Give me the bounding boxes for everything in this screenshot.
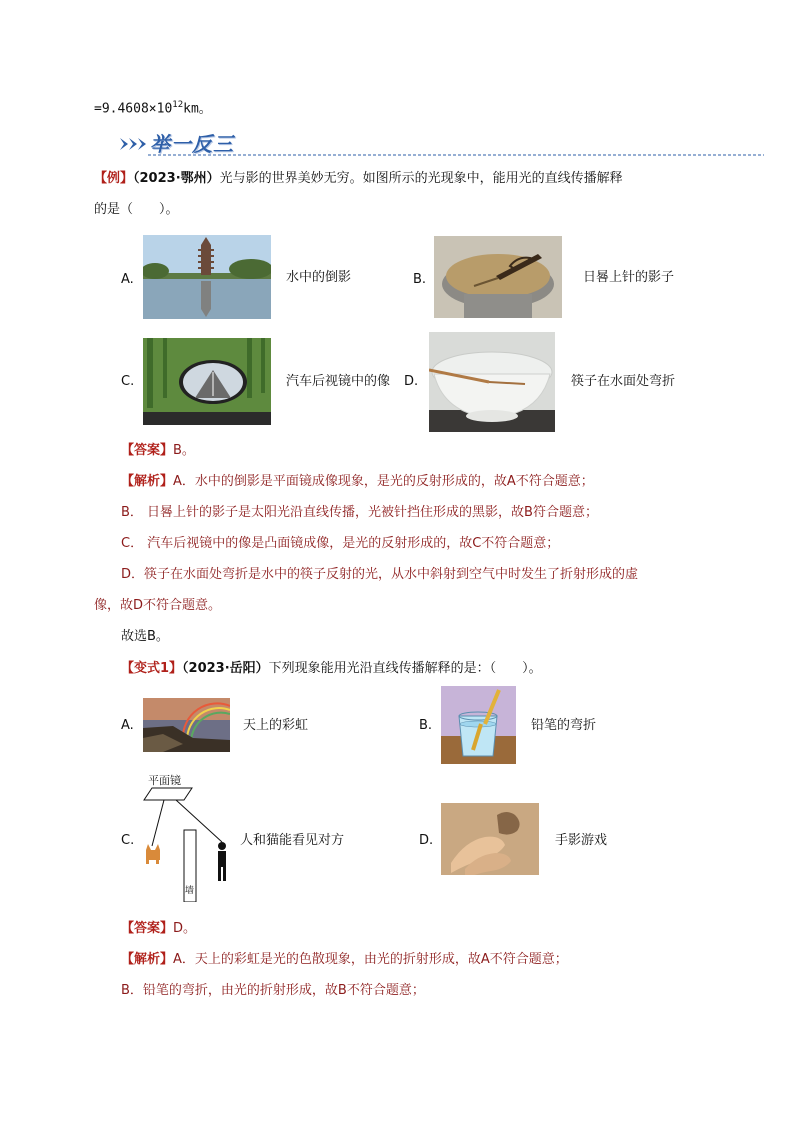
answer-tag: 【答案】	[121, 921, 174, 936]
example-option-c-label: C.	[121, 374, 135, 389]
section-banner	[118, 126, 766, 158]
variant1-option-b-text: 铅笔的弯折	[531, 718, 597, 733]
example-answer	[121, 442, 195, 460]
example-analysis-line5: 像，故D不符合题意。	[94, 598, 222, 613]
variant1-option-a-label: A.	[121, 718, 134, 733]
example-analysis-line3: C． 汽车后视镜中的像是凸面镜成像，是光的反射形成的，故C不符合题意；	[121, 536, 560, 551]
chopsticks-bowl-image	[429, 332, 555, 432]
banner-arrow-icon	[120, 138, 128, 150]
example-stem-line2: 的是（ ）。	[94, 202, 179, 217]
example-option-d-text: 筷子在水面处弯折	[571, 374, 676, 389]
example-option-b-label: B.	[413, 272, 427, 287]
example-option-b-text: 日晷上针的影子	[583, 270, 675, 285]
pencil-glass-scene	[441, 686, 516, 764]
example-stem-line1	[94, 170, 623, 188]
variant1-analysis-line1	[121, 951, 568, 969]
analysis-text: A．水中的倒影是平面镜成像现象，是光的反射形成的，故A不符合题意；	[173, 474, 594, 489]
hand-shadow-image	[441, 803, 539, 875]
intro-value: =9.4608×10	[94, 101, 173, 117]
example-source: （2023·鄂州）	[133, 171, 220, 186]
variant1-option-d-label: D.	[419, 833, 434, 848]
variant1-stem	[121, 660, 542, 678]
analysis-tag: 【解析】	[121, 474, 174, 489]
variant1-answer	[121, 920, 196, 938]
mirror-diagram	[140, 772, 240, 902]
example-option-a-text: 水中的倒影	[286, 270, 352, 285]
example-option-a-label: A.	[121, 272, 134, 287]
mirror-diagram-svg	[140, 772, 240, 902]
example-analysis-line4: D．筷子在水面处弯折是水中的筷子反射的光，从水中斜射到空气中时发生了折射形成的虚	[121, 567, 639, 582]
rainbow-scene	[143, 698, 230, 752]
chopsticks-bowl-scene	[429, 332, 555, 432]
answer-value: B。	[173, 443, 195, 458]
variant1-option-c-label: C.	[121, 833, 135, 848]
example-conclusion: 故选B。	[121, 629, 169, 644]
banner-arrow-icon	[138, 138, 146, 150]
variant1-option-b-label: B.	[419, 718, 433, 733]
example-analysis-line2: B． 日晷上针的影子是太阳光沿直线传播，光被针挡住形成的黑影，故B符合题意；	[121, 505, 598, 520]
answer-value: D。	[173, 921, 197, 936]
banner-arrow-icon	[129, 138, 137, 150]
variant1-source: （2023·岳阳）	[182, 661, 269, 676]
wall-label: 墙	[185, 886, 195, 896]
example-option-d-label: D.	[404, 374, 419, 389]
pencil-glass-image	[441, 686, 516, 764]
variant1-option-c-text: 人和猫能看见对方	[240, 833, 345, 848]
variant1-stem-text: 下列现象能用光沿直线传播解释的是：（ ）。	[268, 661, 542, 676]
example-option-c-text: 汽车后视镜中的像	[286, 374, 391, 389]
banner-title: 举一反三	[150, 132, 234, 156]
mirror-label: 平面镜	[148, 774, 181, 787]
car-mirror-scene	[143, 338, 271, 425]
analysis-text: A．天上的彩虹是光的色散现象，由光的折射形成，故A不符合题意；	[173, 952, 568, 967]
example-analysis-line1	[121, 473, 594, 491]
sundial-scene	[434, 236, 562, 318]
rainbow-image	[143, 698, 230, 752]
cat-icon	[146, 844, 160, 864]
car-mirror-image	[143, 338, 271, 425]
person-icon	[218, 842, 226, 881]
variant1-option-d-text: 手影游戏	[555, 833, 608, 848]
answer-tag: 【答案】	[121, 443, 174, 458]
pagoda-reflection-image	[143, 235, 271, 319]
pagoda-scene	[143, 235, 271, 319]
intro-formula	[94, 96, 212, 118]
example-tag: 【例】	[94, 171, 134, 186]
hand-shadow-scene	[441, 803, 539, 875]
example-stem-text: 光与影的世界美妙无穷。如图所示的光现象中，能用光的直线传播解释	[219, 171, 623, 186]
variant1-option-a-text: 天上的彩虹	[243, 718, 309, 733]
variant1-tag: 【变式1】	[121, 661, 183, 676]
intro-unit: km。	[183, 101, 212, 117]
analysis-tag: 【解析】	[121, 952, 174, 967]
sundial-image	[434, 236, 562, 318]
intro-exponent: 12	[172, 100, 184, 110]
variant1-analysis-line2: B．铅笔的弯折，由光的折射形成，故B不符合题意；	[121, 983, 425, 998]
